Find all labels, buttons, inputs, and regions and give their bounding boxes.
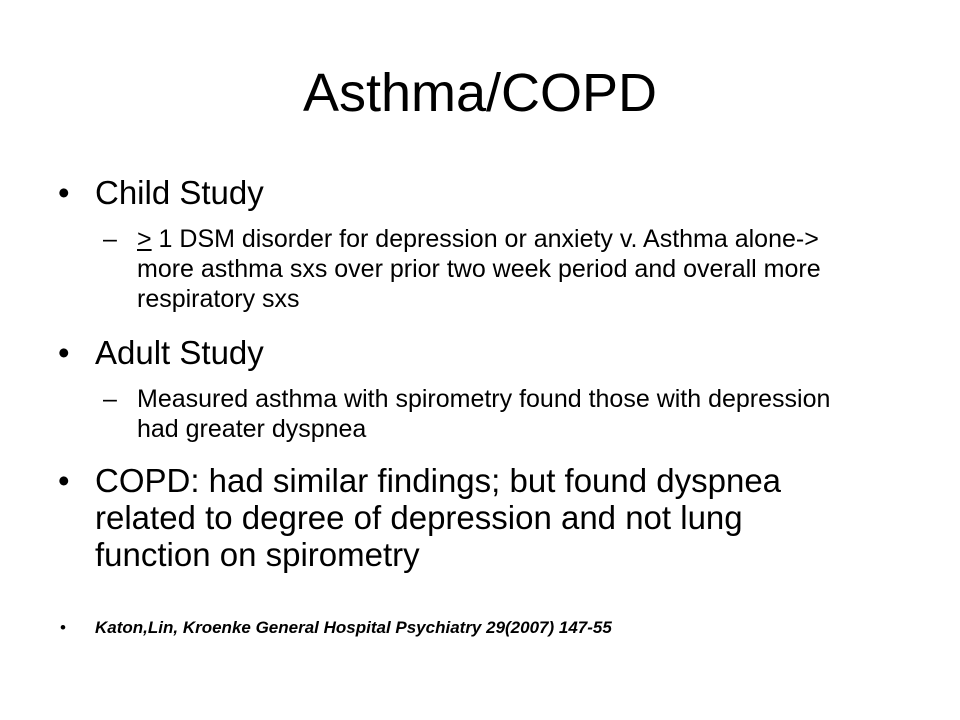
sub-bullet-dash: – xyxy=(103,385,117,413)
bullet-text: Child Study xyxy=(95,174,264,211)
bullet-dot: • xyxy=(58,334,70,371)
bullet-text: Adult Study xyxy=(95,334,264,371)
bullet-child-study xyxy=(58,174,898,211)
sub-bullet-body: 1 DSM disorder for depression or anxiety v. Asthma alone-> more asthma sxs over prior two week period and overall more respiratory sxs xyxy=(137,225,821,313)
sub-bullet-dash: – xyxy=(103,225,117,253)
bullet-dot: • xyxy=(60,618,66,637)
bullet-dot: • xyxy=(58,462,70,499)
slide-title: Asthma/COPD xyxy=(302,63,658,123)
bullet-text: COPD: had similar findings; but found dyspnea related to degree of depression and not lung function on spirometry xyxy=(95,462,782,573)
sub-bullet-text xyxy=(137,224,873,314)
bullet-dot: • xyxy=(58,174,70,211)
greater-equal-symbol: > xyxy=(137,225,152,253)
reference-citation xyxy=(60,617,920,639)
bullet-copd xyxy=(58,462,848,573)
sub-bullet-child-study xyxy=(103,224,873,314)
sub-bullet-text: Measured asthma with spirometry found those with depression had greater dyspnea xyxy=(137,385,831,443)
sub-bullet-adult-study xyxy=(103,384,873,444)
bullet-adult-study xyxy=(58,334,898,371)
reference-text: Katon,Lin, Kroenke General Hospital Psychiatry 29(2007) 147-55 xyxy=(95,618,612,637)
